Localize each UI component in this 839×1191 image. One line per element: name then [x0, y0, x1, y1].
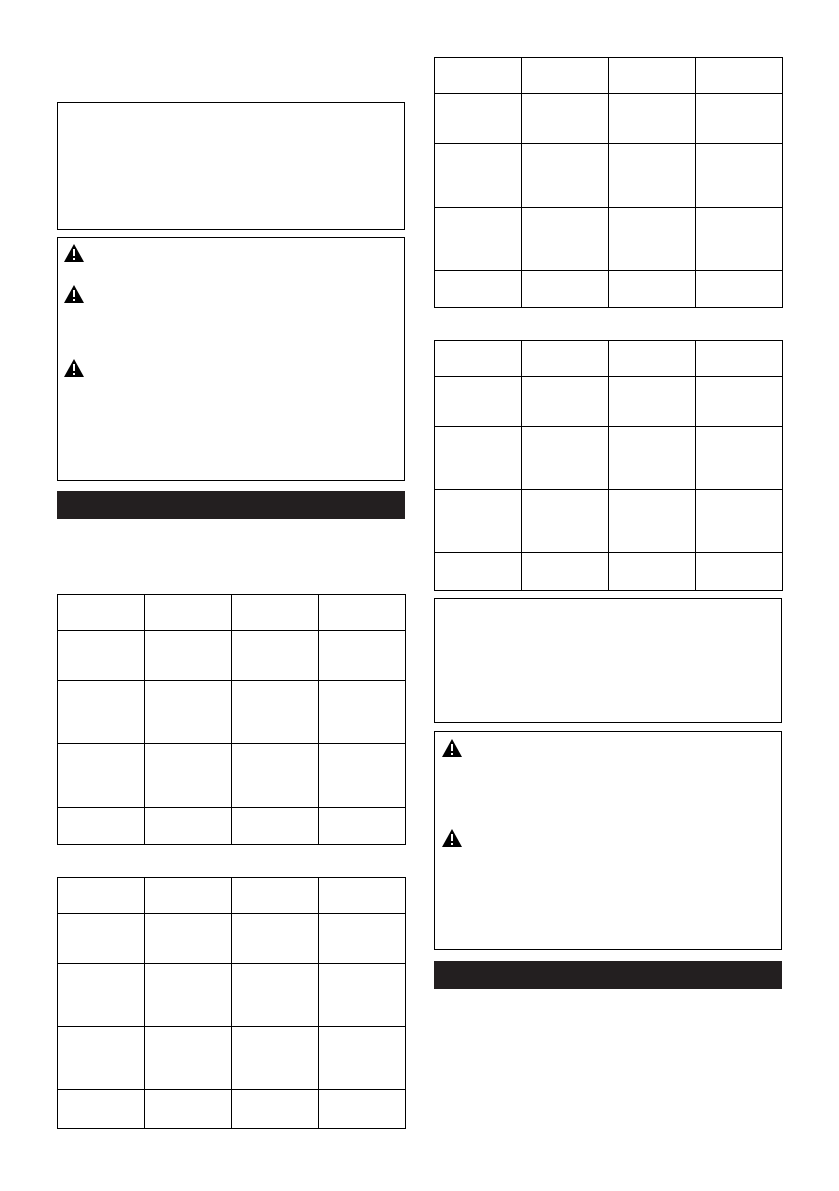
table-cell: [609, 58, 696, 94]
table-cell: [435, 144, 522, 208]
table-cell: [58, 744, 145, 808]
table-cell: [696, 553, 783, 591]
table-cell: [609, 271, 696, 308]
spec-table-3: [434, 57, 783, 308]
table-cell: [696, 271, 783, 308]
table-cell: [609, 553, 696, 591]
table-cell: [522, 427, 609, 490]
table-cell: [319, 681, 406, 744]
table-cell: [319, 964, 406, 1027]
table-cell: [232, 964, 319, 1027]
warning-triangle-icon: [63, 358, 85, 378]
spec-table-2: [57, 877, 406, 1129]
table-cell: [58, 631, 145, 681]
table-cell: [145, 1027, 232, 1090]
table-cell: [696, 341, 783, 377]
table-cell: [435, 427, 522, 490]
table-cell: [522, 490, 609, 553]
table-cell: [319, 1090, 406, 1129]
table-cell: [58, 681, 145, 744]
table-cell: [319, 1027, 406, 1090]
section-heading-bar-left: [57, 491, 405, 519]
table-cell: [522, 341, 609, 377]
table-cell: [319, 595, 406, 631]
table-cell: [232, 744, 319, 808]
table-cell: [232, 914, 319, 964]
table-cell: [319, 808, 406, 845]
table-cell: [435, 94, 522, 144]
table-cell: [145, 878, 232, 914]
table-cell: [522, 271, 609, 308]
note-box-right: [434, 598, 782, 723]
table-cell: [232, 595, 319, 631]
table-cell: [232, 808, 319, 845]
warning-triangle-icon: [63, 243, 85, 263]
table-cell: [435, 377, 522, 427]
table-cell: [232, 1090, 319, 1129]
table-cell: [145, 914, 232, 964]
table-cell: [696, 58, 783, 94]
table-cell: [145, 744, 232, 808]
table-cell: [58, 1090, 145, 1129]
table-cell: [319, 914, 406, 964]
table-cell: [232, 681, 319, 744]
table-cell: [696, 427, 783, 490]
table-cell: [609, 94, 696, 144]
warning-triangle-icon: [441, 738, 463, 758]
table-cell: [232, 631, 319, 681]
table-cell: [522, 94, 609, 144]
table-cell: [522, 144, 609, 208]
table-cell: [696, 144, 783, 208]
table-cell: [58, 964, 145, 1027]
warning-box-left: [57, 237, 405, 481]
table-cell: [145, 964, 232, 1027]
table-cell: [145, 681, 232, 744]
table-cell: [435, 58, 522, 94]
table-cell: [145, 631, 232, 681]
table-cell: [232, 1027, 319, 1090]
table-cell: [145, 1090, 232, 1129]
table-cell: [145, 808, 232, 845]
table-cell: [522, 553, 609, 591]
warning-box-right: [434, 731, 782, 950]
table-cell: [522, 377, 609, 427]
table-cell: [609, 341, 696, 377]
table-cell: [696, 208, 783, 271]
table-cell: [609, 144, 696, 208]
table-cell: [435, 553, 522, 591]
table-cell: [435, 490, 522, 553]
table-cell: [145, 595, 232, 631]
table-cell: [696, 377, 783, 427]
table-cell: [58, 595, 145, 631]
table-cell: [58, 914, 145, 964]
table-cell: [435, 208, 522, 271]
warning-triangle-icon: [63, 284, 85, 304]
table-cell: [435, 271, 522, 308]
table-cell: [232, 878, 319, 914]
table-cell: [522, 58, 609, 94]
table-cell: [435, 341, 522, 377]
table-cell: [696, 94, 783, 144]
table-cell: [609, 208, 696, 271]
spec-table-1: [57, 594, 406, 845]
table-cell: [58, 1027, 145, 1090]
warning-triangle-icon: [441, 828, 463, 848]
spec-table-4: [434, 340, 783, 591]
table-cell: [58, 878, 145, 914]
section-heading-bar-right: [434, 961, 782, 989]
note-box-left: [57, 102, 405, 230]
table-cell: [609, 377, 696, 427]
table-cell: [696, 490, 783, 553]
table-cell: [609, 490, 696, 553]
table-cell: [319, 744, 406, 808]
table-cell: [522, 208, 609, 271]
table-cell: [319, 878, 406, 914]
table-cell: [319, 631, 406, 681]
table-cell: [609, 427, 696, 490]
table-cell: [58, 808, 145, 845]
